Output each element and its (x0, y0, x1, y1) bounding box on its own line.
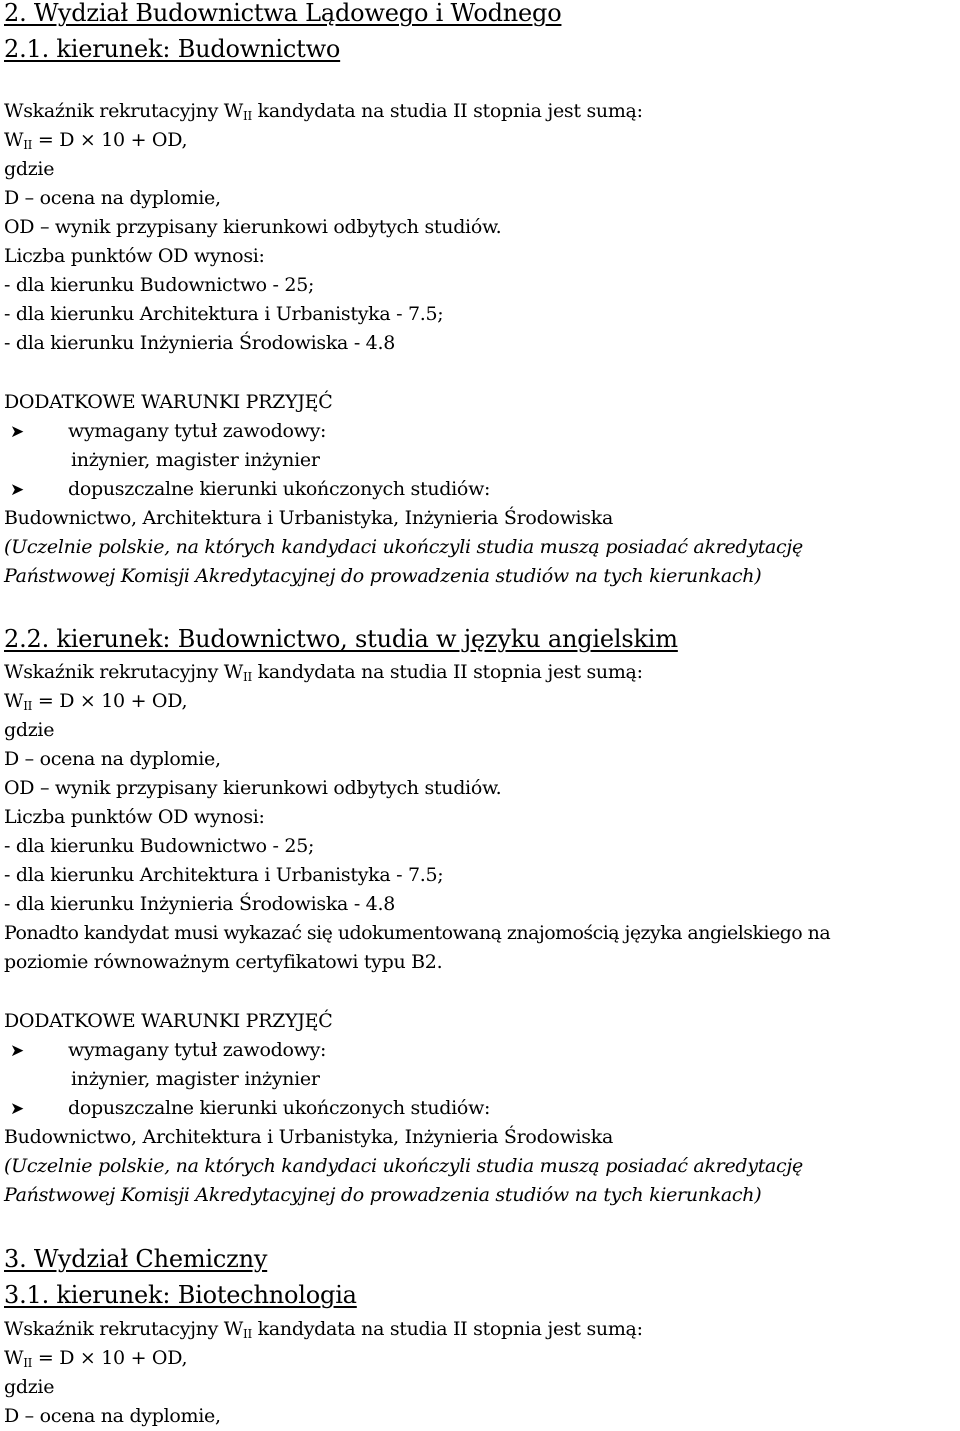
indicator-subscript: II (243, 109, 252, 123)
formula-w: W (4, 690, 24, 712)
bullet-item (10, 1038, 326, 1063)
formula-subscript: II (23, 138, 33, 152)
indicator-text-end: kandydata na studia II stopnia jest sumą: (251, 661, 643, 683)
indicator-text-end: kandydata na studia II stopnia jest sumą: (251, 1318, 643, 1340)
formula-subscript: II (23, 1356, 33, 1370)
od-definition: OD – wynik przypisany kierunkowi odbytych studiów. (4, 216, 502, 238)
english-requirement: poziomie równoważnym certyfikatowi typu B2. (4, 951, 443, 973)
od-points-intro: Liczba punktów OD wynosi: (4, 806, 265, 828)
od-points-intro: Liczba punktów OD wynosi: (4, 245, 265, 267)
od-points-item: - dla kierunku Inżynieria Środowiska - 4.8 (4, 332, 396, 354)
english-requirement: Ponadto kandydat musi wykazać się udokumentowaną znajomością języka angielskiego na (4, 922, 831, 944)
formula-w: W (4, 1347, 24, 1369)
arrow-bullet-icon: ➤ (10, 1041, 24, 1061)
gdzie-label: gdzie (4, 719, 55, 741)
od-points-item: - dla kierunku Budownictwo - 25; (4, 835, 315, 857)
accreditation-note: (Uczelnie polskie, na których kandydaci ukończyli studia muszą posiadać akredytację (4, 1155, 803, 1177)
formula-rest: = D × 10 + OD, (32, 129, 188, 151)
indicator-text-end: kandydata na studia II stopnia jest sumą: (251, 100, 643, 122)
indicator-subscript: II (243, 1327, 252, 1341)
formula-subscript: II (23, 699, 33, 713)
od-points-item: - dla kierunku Inżynieria Środowiska - 4.8 (4, 893, 396, 915)
subsection-heading-2-2: 2.2. kierunek: Budownictwo, studia w języku angielskim (4, 625, 678, 653)
d-definition: D – ocena na dyplomie, (4, 187, 221, 209)
allowed-fields: Budownictwo, Architektura i Urbanistyka, Inżynieria Środowiska (4, 507, 614, 529)
gdzie-label: gdzie (4, 158, 55, 180)
bullet-item (10, 1096, 490, 1121)
od-points-item: - dla kierunku Architektura i Urbanistyka - 7.5; (4, 303, 444, 325)
formula-rest: = D × 10 + OD, (32, 690, 188, 712)
bullet-text: wymagany tytuł zawodowy: (68, 420, 327, 442)
bullet-value: inżynier, magister inżynier (71, 1068, 320, 1090)
subsection-heading-3-1: 3.1. kierunek: Biotechnologia (4, 1281, 357, 1309)
d-definition: D – ocena na dyplomie, (4, 1405, 221, 1427)
indicator-sentence (4, 99, 643, 123)
od-definition: OD – wynik przypisany kierunkowi odbytych studiów. (4, 777, 502, 799)
formula-w: W (4, 129, 24, 151)
accreditation-note: Państwowej Komisji Akredytacyjnej do prowadzenia studiów na tych kierunkach) (4, 565, 762, 587)
accreditation-note: Państwowej Komisji Akredytacyjnej do prowadzenia studiów na tych kierunkach) (4, 1184, 762, 1206)
indicator-sentence (4, 660, 643, 684)
additional-conditions-heading: DODATKOWE WARUNKI PRZYJĘĆ (4, 391, 333, 413)
indicator-text-start: Wskaźnik rekrutacyjny W (4, 100, 244, 122)
bullet-text: dopuszczalne kierunki ukończonych studiów: (68, 478, 491, 500)
arrow-bullet-icon: ➤ (10, 1099, 24, 1119)
d-definition: D – ocena na dyplomie, (4, 748, 221, 770)
bullet-text: dopuszczalne kierunki ukończonych studiów: (68, 1097, 491, 1119)
indicator-text-start: Wskaźnik rekrutacyjny W (4, 1318, 244, 1340)
indicator-subscript: II (243, 670, 252, 684)
bullet-text: wymagany tytuł zawodowy: (68, 1039, 327, 1061)
bullet-value: inżynier, magister inżynier (71, 449, 320, 471)
allowed-fields: Budownictwo, Architektura i Urbanistyka, Inżynieria Środowiska (4, 1126, 614, 1148)
formula (4, 128, 187, 152)
formula (4, 1346, 187, 1370)
section-heading-3: 3. Wydział Chemiczny (4, 1245, 268, 1273)
additional-conditions-heading: DODATKOWE WARUNKI PRZYJĘĆ (4, 1010, 333, 1032)
od-points-item: - dla kierunku Budownictwo - 25; (4, 274, 315, 296)
gdzie-label: gdzie (4, 1376, 55, 1398)
formula (4, 689, 187, 713)
accreditation-note: (Uczelnie polskie, na których kandydaci ukończyli studia muszą posiadać akredytację (4, 536, 803, 558)
indicator-sentence (4, 1317, 643, 1341)
od-points-item: - dla kierunku Architektura i Urbanistyka - 7.5; (4, 864, 444, 886)
bullet-item (10, 419, 326, 444)
subsection-heading-2-1: 2.1. kierunek: Budownictwo (4, 35, 341, 63)
section-heading-2: 2. Wydział Budownictwa Lądowego i Wodnego (4, 0, 562, 27)
arrow-bullet-icon: ➤ (10, 480, 24, 500)
formula-rest: = D × 10 + OD, (32, 1347, 188, 1369)
arrow-bullet-icon: ➤ (10, 422, 24, 442)
bullet-item (10, 477, 490, 502)
indicator-text-start: Wskaźnik rekrutacyjny W (4, 661, 244, 683)
